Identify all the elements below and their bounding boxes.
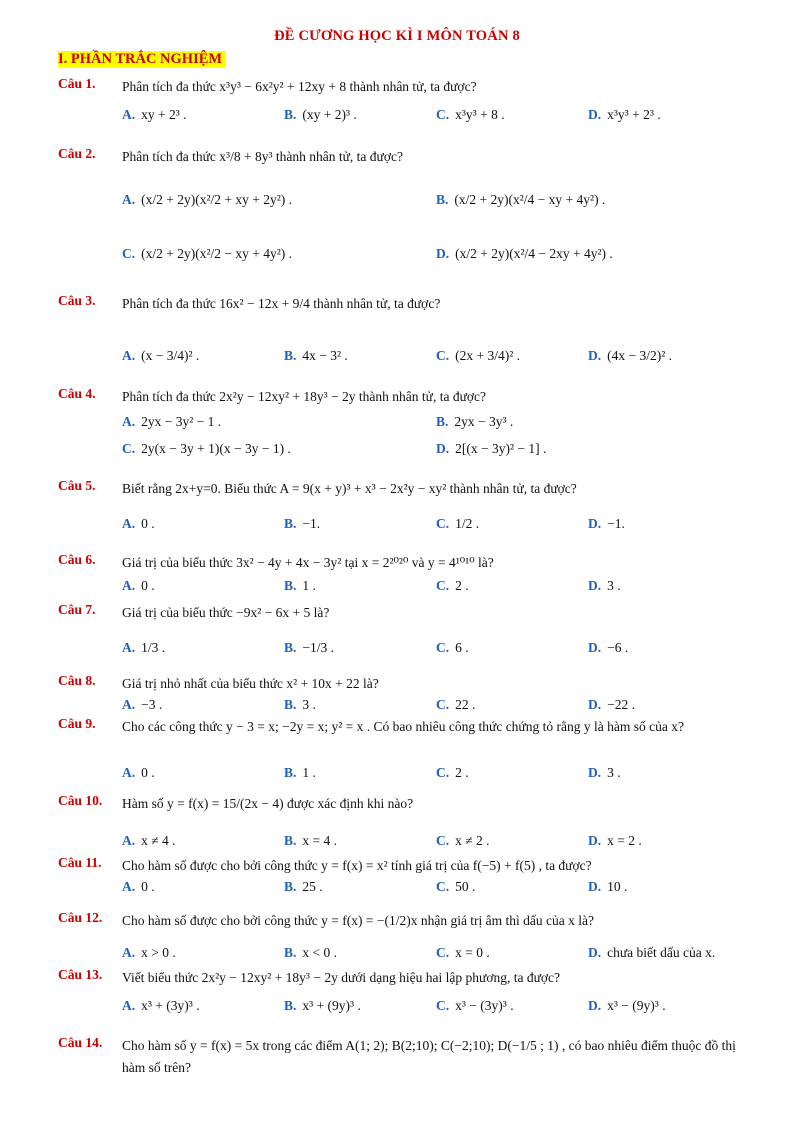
question-text: Cho hàm số được cho bởi công thức y = f(x) = −(1/2)x nhận giá trị âm thì dấu của x là? xyxy=(122,913,595,928)
option-letter: B. xyxy=(284,107,297,122)
answer-option[interactable] xyxy=(436,833,490,849)
option-letter: B. xyxy=(436,414,449,429)
answer-option[interactable] xyxy=(436,640,469,656)
option-text: 2 . xyxy=(455,765,469,780)
option-letter: C. xyxy=(436,765,450,780)
option-text: xy + 2³ . xyxy=(141,107,187,122)
option-letter: A. xyxy=(122,998,136,1013)
option-letter: D. xyxy=(588,640,602,655)
option-letter: B. xyxy=(284,578,297,593)
question-text: Cho hàm số được cho bởi công thức y = f(x) = x² tính giá trị của f(−5) + f(5) , ta được? xyxy=(122,858,592,873)
option-letter: C. xyxy=(436,348,450,363)
option-text: x³ + (9y)³ . xyxy=(302,998,361,1013)
answer-option[interactable] xyxy=(122,833,176,849)
question-text: Hàm số y = f(x) = 15/(2x − 4) được xác định khi nào? xyxy=(122,796,414,811)
answer-option[interactable] xyxy=(588,516,625,532)
option-letter: C. xyxy=(122,246,136,261)
option-letter: B. xyxy=(284,833,297,848)
option-text: −1/3 . xyxy=(302,640,335,655)
answer-option[interactable] xyxy=(122,998,200,1014)
question-label: Câu 14. xyxy=(58,1035,103,1050)
question-text: Phân tích đa thức x³y³ − 6x²y² + 12xy + 8 thành nhân tử, ta được? xyxy=(122,79,477,94)
answer-option[interactable] xyxy=(122,348,199,364)
question-label: Câu 8. xyxy=(58,673,96,688)
option-letter: D. xyxy=(588,516,602,531)
option-letter: B. xyxy=(284,697,297,712)
answer-option[interactable] xyxy=(436,578,469,594)
option-text: 1/3 . xyxy=(141,640,166,655)
answer-option[interactable] xyxy=(122,879,155,895)
option-text: (x − 3/4)² . xyxy=(141,348,200,363)
option-letter: C. xyxy=(436,107,450,122)
option-letter: D. xyxy=(588,348,602,363)
option-text: (2x + 3/4)² . xyxy=(455,348,521,363)
option-text: 2[(x − 3y)² − 1] . xyxy=(455,441,547,456)
question-label: Câu 5. xyxy=(58,478,96,493)
answer-option[interactable] xyxy=(436,998,514,1014)
option-letter: B. xyxy=(284,348,297,363)
option-text: −1. xyxy=(302,516,321,531)
answer-option[interactable] xyxy=(122,578,155,594)
question-label: Câu 9. xyxy=(58,716,96,731)
answer-option[interactable] xyxy=(436,192,605,208)
option-letter: D. xyxy=(588,879,602,894)
answer-option[interactable] xyxy=(284,879,323,895)
option-letter: C. xyxy=(436,516,450,531)
option-text: 2 . xyxy=(455,578,469,593)
option-text: 1/2 . xyxy=(455,516,480,531)
option-text: 6 . xyxy=(455,640,469,655)
option-letter: A. xyxy=(122,516,136,531)
answer-option[interactable] xyxy=(122,640,165,656)
option-text: 3 . xyxy=(302,697,316,712)
document-title: ĐỀ CƯƠNG HỌC KÌ I MÔN TOÁN 8 xyxy=(274,28,520,44)
question-text: Viết biểu thức 2x²y − 12xy² + 18y³ − 2y dưới dạng hiệu hai lập phương, ta được? xyxy=(122,970,561,985)
option-letter: A. xyxy=(122,833,136,848)
option-letter: D. xyxy=(436,441,450,456)
answer-option[interactable] xyxy=(122,192,292,208)
option-text: x³y³ + 8 . xyxy=(455,107,505,122)
option-letter: A. xyxy=(122,765,136,780)
option-letter: C. xyxy=(436,697,450,712)
answer-option[interactable] xyxy=(436,879,475,895)
option-text: 0 . xyxy=(141,578,155,593)
option-letter: B. xyxy=(284,998,297,1013)
option-text: 0 . xyxy=(141,516,155,531)
question-text: Biết rằng 2x+y=0. Biểu thức A = 9(x + y)³ + x³ − 2x²y − xy² thành nhân tử, ta được? xyxy=(122,481,577,496)
answer-option[interactable] xyxy=(284,697,316,713)
option-letter: A. xyxy=(122,640,136,655)
question-label: Câu 11. xyxy=(58,855,102,870)
option-letter: C. xyxy=(122,441,136,456)
option-letter: D. xyxy=(588,107,602,122)
option-text: x ≠ 2 . xyxy=(455,833,490,848)
answer-option[interactable] xyxy=(436,414,513,430)
question-label: Câu 2. xyxy=(58,146,96,161)
option-letter: D. xyxy=(588,765,602,780)
answer-option[interactable] xyxy=(436,348,520,364)
answer-option[interactable] xyxy=(122,697,162,713)
option-text: x > 0 . xyxy=(141,945,176,960)
option-text: 50 . xyxy=(455,879,476,894)
option-letter: B. xyxy=(284,765,297,780)
answer-option[interactable] xyxy=(284,833,337,849)
option-text: (4x − 3/2)² . xyxy=(607,348,673,363)
option-letter: A. xyxy=(122,348,136,363)
question-label: Câu 4. xyxy=(58,386,96,401)
option-text: 3 . xyxy=(607,765,621,780)
option-letter: B. xyxy=(284,516,297,531)
option-letter: A. xyxy=(122,697,136,712)
answer-option[interactable] xyxy=(122,246,292,262)
option-letter: C. xyxy=(436,833,450,848)
answer-option[interactable] xyxy=(122,441,291,457)
option-text: −22 . xyxy=(607,697,635,712)
option-letter: D. xyxy=(588,578,602,593)
answer-option[interactable] xyxy=(588,107,661,123)
option-letter: D. xyxy=(588,697,602,712)
answer-option[interactable] xyxy=(436,107,505,123)
option-text: 25 . xyxy=(302,879,323,894)
option-letter: A. xyxy=(122,578,136,593)
answer-option[interactable] xyxy=(284,348,348,364)
option-letter: A. xyxy=(122,107,136,122)
option-letter: A. xyxy=(122,414,136,429)
answer-option[interactable] xyxy=(284,998,361,1014)
option-text: 0 . xyxy=(141,879,155,894)
option-text: 2yx − 3y² − 1 . xyxy=(141,414,222,429)
option-letter: D. xyxy=(588,833,602,848)
question-text: Phân tích đa thức x³/8 + 8y³ thành nhân tử, ta được? xyxy=(122,149,403,164)
option-text: x = 0 . xyxy=(455,945,490,960)
question-label: Câu 7. xyxy=(58,602,96,617)
question-text: Phân tích đa thức 2x²y − 12xy² + 18y³ − 2y thành nhân tử, ta được? xyxy=(122,389,487,404)
question-text: Giá trị của biểu thức 3x² − 4y + 4x − 3y² tại x = 2²⁰²⁰ và y = 4¹⁰¹⁰ là? xyxy=(122,555,494,570)
answer-option[interactable] xyxy=(588,945,715,961)
question-label: Câu 12. xyxy=(58,910,103,925)
option-letter: C. xyxy=(436,640,450,655)
answer-option[interactable] xyxy=(588,833,642,849)
option-letter: D. xyxy=(436,246,450,261)
option-text: (x/2 + 2y)(x²/2 − xy + 4y²) . xyxy=(141,246,293,261)
section-heading: I. PHẦN TRẮC NGHIỆM xyxy=(58,51,226,68)
option-text: (x/2 + 2y)(x²/2 + xy + 2y²) . xyxy=(141,192,293,207)
option-letter: A. xyxy=(122,945,136,960)
option-text: x = 2 . xyxy=(607,833,642,848)
option-text: 4x − 3² . xyxy=(302,348,348,363)
option-letter: C. xyxy=(436,998,450,1013)
option-text: −6 . xyxy=(607,640,629,655)
answer-option[interactable] xyxy=(284,765,316,781)
answer-option[interactable] xyxy=(588,578,621,594)
answer-option[interactable] xyxy=(122,765,155,781)
option-text: (x/2 + 2y)(x²/4 − 2xy + 4y²) . xyxy=(455,246,613,261)
option-letter: C. xyxy=(436,578,450,593)
answer-option[interactable] xyxy=(588,697,635,713)
answer-option[interactable] xyxy=(436,246,613,262)
answer-option[interactable] xyxy=(436,441,546,457)
option-text: 3 . xyxy=(607,578,621,593)
answer-option[interactable] xyxy=(588,640,628,656)
option-letter: B. xyxy=(284,879,297,894)
answer-option[interactable] xyxy=(284,107,357,123)
answer-option[interactable] xyxy=(122,945,176,961)
option-letter: C. xyxy=(436,879,450,894)
answer-option[interactable] xyxy=(436,697,475,713)
option-text: chưa biết dấu của x. xyxy=(607,945,716,960)
question-text: Cho các công thức y − 3 = x; −2y = x; y² = x . Có bao nhiêu công thức chứng tỏ rằng y là hàm số của x? xyxy=(122,719,684,734)
question-label: Câu 10. xyxy=(58,793,103,808)
option-letter: B. xyxy=(284,640,297,655)
option-text: 1 . xyxy=(302,765,316,780)
answer-option[interactable] xyxy=(436,945,490,961)
option-letter: A. xyxy=(122,879,136,894)
answer-option[interactable] xyxy=(588,765,621,781)
option-letter: C. xyxy=(436,945,450,960)
answer-option[interactable] xyxy=(284,945,337,961)
answer-option[interactable] xyxy=(588,998,666,1014)
option-text: 2yx − 3y³ . xyxy=(454,414,514,429)
answer-option[interactable] xyxy=(122,414,221,430)
answer-option[interactable] xyxy=(284,516,320,532)
option-text: (xy + 2)³ . xyxy=(302,107,357,122)
question-text: Giá trị nhỏ nhất của biểu thức x² + 10x + 22 là? xyxy=(122,676,379,691)
question-label: Câu 13. xyxy=(58,967,103,982)
question-text: Cho hàm số y = f(x) = 5x trong các điểm A(1; 2); B(2;10); C(−2;10); D(−1/5 ; 1) , có bao nhiêu điểm thuộc đồ thị hàm số trên? xyxy=(122,1038,736,1075)
question-label: Câu 1. xyxy=(58,76,96,91)
answer-option[interactable] xyxy=(284,640,334,656)
option-text: 1 . xyxy=(302,578,316,593)
option-text: −3 . xyxy=(141,697,163,712)
option-text: x ≠ 4 . xyxy=(141,833,176,848)
option-text: 2y(x − 3y + 1)(x − 3y − 1) . xyxy=(141,441,291,456)
answer-option[interactable] xyxy=(588,879,627,895)
answer-option[interactable] xyxy=(122,107,187,123)
option-text: 0 . xyxy=(141,765,155,780)
option-text: x = 4 . xyxy=(302,833,338,848)
answer-option[interactable] xyxy=(588,348,672,364)
option-text: 10 . xyxy=(607,879,628,894)
answer-option[interactable] xyxy=(284,578,316,594)
question-label: Câu 3. xyxy=(58,293,96,308)
option-text: 22 . xyxy=(455,697,476,712)
answer-option[interactable] xyxy=(122,516,155,532)
option-text: (x/2 + 2y)(x²/4 − xy + 4y²) . xyxy=(454,192,606,207)
option-letter: B. xyxy=(436,192,449,207)
option-text: x³ − (9y)³ . xyxy=(607,998,666,1013)
option-letter: A. xyxy=(122,192,136,207)
option-letter: D. xyxy=(588,945,602,960)
option-letter: B. xyxy=(284,945,297,960)
answer-option[interactable] xyxy=(436,516,479,532)
option-text: −1. xyxy=(607,516,625,531)
option-text: x³y³ + 2³ . xyxy=(607,107,661,122)
option-text: x³ − (3y)³ . xyxy=(455,998,514,1013)
option-text: x < 0 . xyxy=(302,945,338,960)
question-text: Giá trị của biểu thức −9x² − 6x + 5 là? xyxy=(122,605,330,620)
answer-option[interactable] xyxy=(436,765,469,781)
question-text: Phân tích đa thức 16x² − 12x + 9/4 thành nhân tử, ta được? xyxy=(122,296,441,311)
option-letter: D. xyxy=(588,998,602,1013)
option-text: x³ + (3y)³ . xyxy=(141,998,200,1013)
question-label: Câu 6. xyxy=(58,552,96,567)
